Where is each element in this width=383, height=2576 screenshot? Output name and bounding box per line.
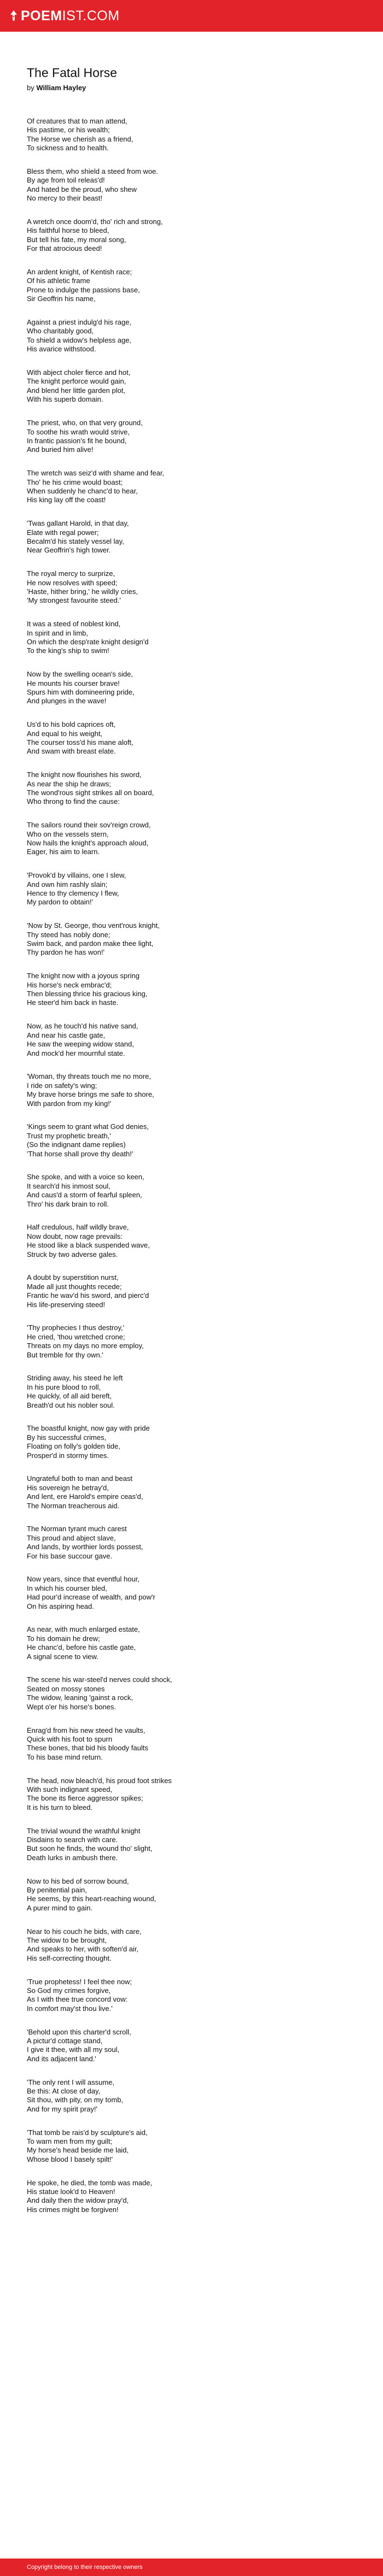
poem-line: He cried, 'thou wretched crone; [27, 1332, 125, 1341]
poem-line: And own him rashly slain; [27, 880, 108, 889]
stanza [27, 1072, 366, 1108]
poem-line: Near Geoffrin's high tower. [27, 546, 111, 555]
poem-line: The Norman tyrant much carest [27, 1525, 127, 1533]
stanza [27, 1022, 366, 1058]
poem-line: Now hails the knight's approach aloud, [27, 839, 149, 848]
poem-line: Seated on mossy stones [27, 1684, 105, 1693]
stanza [27, 670, 366, 706]
stanza [27, 620, 366, 656]
poem-line: My brave horse brings me safe to shore, [27, 1090, 154, 1099]
poem-line: As near, with much enlarged estate, [27, 1625, 140, 1634]
poem-line: It was a steed of noblest kind, [27, 620, 121, 628]
poem-line: I give it thee, with all my soul, [27, 2045, 120, 2054]
poem-line: The widow to be brought, [27, 1936, 107, 1944]
stanza [27, 268, 366, 304]
stanza [27, 1173, 366, 1209]
top-bar [0, 0, 383, 32]
poem-line: His sovereign he betray'd, [27, 1483, 109, 1492]
poem-line: To sickness and to health. [27, 144, 109, 152]
poem-line: And hated be the proud, who shew [27, 185, 137, 193]
poem-line: In frantic passion's fit he bound, [27, 436, 127, 445]
stanza [27, 821, 366, 857]
poem-line: The priest, who, on that very ground, [27, 419, 143, 427]
stanza [27, 1374, 366, 1410]
poem-line: Half credulous, half wildly brave, [27, 1223, 129, 1232]
poem-line: As I with thee true concord vow: [27, 1995, 128, 2004]
poem-line: And daily then the widow pray'd, [27, 2196, 129, 2205]
poem-line: Who charitably good, [27, 327, 94, 336]
poem-line: In comfort may'st thou live.' [27, 2004, 113, 2013]
poem-line: But tremble for thy own.' [27, 1350, 103, 1359]
poem-line: The sailors round their sov'reign crowd, [27, 821, 151, 830]
poem-line: 'Provok'd by villains, one I slew, [27, 871, 126, 880]
poem-line: Of his athletic frame [27, 277, 90, 285]
poem-line: The widow, leaning 'gainst a rock, [27, 1693, 133, 1702]
stanza [27, 921, 366, 957]
poem-line: A wretch once doom'd, tho' rich and strong, [27, 217, 163, 226]
poem-line: 'Thy prophecies I thus destroy,' [27, 1324, 125, 1332]
poem-line: Quick with his foot to spurn [27, 1734, 113, 1743]
poem-line: 'Haste, hither bring,' he wildly cries, [27, 587, 138, 596]
stanza [27, 1675, 366, 1712]
stanza [27, 2179, 366, 2215]
stanza [27, 1424, 366, 1460]
poem-line: Sit thou, with pity, on my tomb, [27, 2096, 124, 2104]
stanza [27, 1726, 366, 1762]
stanza [27, 318, 366, 354]
poem-line: Wept o'er his horse's bones. [27, 1702, 116, 1711]
poem-line: Sir Geoffrin his name, [27, 295, 96, 303]
poem-line: He chanc'd, before his castle gate, [27, 1643, 136, 1652]
poem-line: My pardon to obtain!' [27, 898, 93, 907]
poem-line: Hence to thy clemency I flew, [27, 889, 119, 898]
stanza [27, 2078, 366, 2114]
poem-line: These bones, that bid his bloody faults [27, 1744, 148, 1752]
poem-line: He spoke, he died, the tomb was made, [27, 2178, 153, 2187]
copyright-text: Copyright belong to their respective owners [27, 2564, 143, 2571]
poem-line: And blend her little garden plot, [27, 386, 125, 395]
poem-line: 'That horse shall prove thy death!' [27, 1149, 134, 1158]
poem-line: Frantic he wav'd his sword, and pierc'd [27, 1291, 149, 1300]
poem-line: Now years, since that eventful hour, [27, 1575, 140, 1584]
poem-line: His statue look'd to Heaven! [27, 2187, 115, 2196]
poem-line: Who on the vessels stern, [27, 830, 109, 838]
poem-line: Now doubt, now rage prevails: [27, 1232, 123, 1240]
poem-line: Breath'd out his nobler soul. [27, 1401, 115, 1409]
poem-line: The trivial wound the wrathful knight [27, 1826, 141, 1835]
poem-line: And plunges in the wave! [27, 697, 107, 705]
poem-line: By penitential pain, [27, 1885, 87, 1894]
stanza [27, 1978, 366, 2014]
stanza [27, 1474, 366, 1510]
poem-line: He stood like a black suspended wave, [27, 1241, 150, 1250]
poem-line: The courser toss'd his mane aloft, [27, 738, 134, 746]
poem-line: He mounts his courser brave! [27, 679, 120, 687]
poem-line: With his superb domain. [27, 395, 103, 404]
poem-line: But tell his fate, my moral song, [27, 235, 126, 244]
poem-line: His avarice withstood. [27, 345, 96, 354]
poem-line: The wond'rous sight strikes all on board, [27, 789, 154, 797]
poem-line: Prosper'd in stormy times. [27, 1451, 109, 1460]
poem-line: Struck by two adverse gales. [27, 1250, 118, 1258]
poem-line: 'That tomb be rais'd by sculpture's aid, [27, 2128, 148, 2137]
stanza [27, 1927, 366, 1963]
poem-line: Floating on folly's golden tide, [27, 1442, 120, 1451]
stanza [27, 1223, 366, 1259]
poem-line: Threats on my days no more employ, [27, 1342, 144, 1350]
poem-line: And near his castle gate, [27, 1031, 106, 1039]
poem-line: In which his courser bled, [27, 1584, 107, 1592]
poem-line: Ungrateful both to man and beast [27, 1474, 132, 1483]
poem-line: For his base succour gave. [27, 1551, 113, 1560]
poem-line: Made all just thoughts recede; [27, 1282, 122, 1291]
by-prefix: by [27, 84, 34, 92]
poem-line: 'True prophetess! I feel thee now; [27, 1977, 132, 1986]
poem-line: His pastime, or his wealth; [27, 126, 110, 134]
poem-line: Be this: At close of day, [27, 2087, 101, 2096]
poem-line: It is his turn to bleed. [27, 1803, 92, 1812]
stanza [27, 217, 366, 254]
poem-line: On his aspiring head. [27, 1602, 94, 1610]
stanza [27, 2028, 366, 2064]
stanza [27, 1525, 366, 1561]
poem-line: And buried him alive! [27, 445, 94, 454]
poem-line: In spirit and in limb, [27, 628, 88, 637]
stanza [27, 771, 366, 807]
poem-line: On which the desp'rate knight design'd [27, 637, 149, 646]
poem-line: The scene his war-steel'd nerves could shock, [27, 1675, 172, 1684]
author-link[interactable]: William Hayley [36, 84, 86, 92]
stanza [27, 519, 366, 555]
poem-line: The boastful knight, now gay with pride [27, 1424, 150, 1433]
poem-line: Who throng to find the cause: [27, 797, 120, 806]
poem-line: His life-preserving steed! [27, 1300, 106, 1309]
poem-line: Near to his couch he bids, with care, [27, 1927, 142, 1936]
poem-line: To warn men from my guilt; [27, 2137, 113, 2146]
poem-line: Had pour'd increase of wealth, and pow'r [27, 1593, 155, 1602]
stanza [27, 1122, 366, 1158]
poem-line: A pictur'd cottage stand, [27, 2037, 103, 2045]
site-name: POEMIST.COM [21, 8, 120, 23]
poem-line: Now to his bed of sorrow bound, [27, 1877, 129, 1885]
poem-line: The head, now bleach'd, his proud foot strikes [27, 1776, 172, 1785]
poem-line: In his pure blood to roll, [27, 1383, 101, 1391]
site-logo[interactable] [10, 8, 120, 24]
poem-line: He now resolves with speed; [27, 578, 118, 587]
poem-line: The Norman treacherous aid. [27, 1501, 120, 1510]
poem-line: 'Woman, thy threats touch me no more, [27, 1072, 151, 1081]
poem-line: Spurs him with domineering pride, [27, 687, 135, 696]
stanza [27, 1827, 366, 1863]
poem-title: The Fatal Horse [27, 66, 117, 80]
poem-line: A purer mind to gain. [27, 1903, 92, 1912]
stanza [27, 569, 366, 605]
poem-line: The bone its fierce aggressor spikes; [27, 1794, 143, 1803]
poem-line: Swim back, and pardon make thee light, [27, 939, 154, 948]
poem-line: And lands, by worthier lords possest, [27, 1543, 143, 1551]
poem-line: By age from toil releas'd! [27, 176, 105, 185]
poem-line: And caus'd a storm of fearful spleen, [27, 1191, 142, 1199]
poem-line: Trust my prophetic breath,' [27, 1131, 111, 1140]
poem-line: But soon he finds, the wound tho' slight, [27, 1844, 153, 1853]
stanza [27, 2128, 366, 2165]
stanza [27, 1324, 366, 1360]
stanza [27, 720, 366, 756]
poem-line: And mock'd her mournful state. [27, 1049, 125, 1057]
poem-line: An ardent knight, of Kentish race; [27, 268, 132, 277]
poem-line: When suddenly he chanc'd to hear, [27, 486, 138, 495]
poem-line: 'Behold upon this charter'd scroll, [27, 2027, 131, 2036]
poem-line: As near the ship he draws; [27, 779, 111, 788]
stanza [27, 1877, 366, 1913]
poem-line: Whose blood I basely spilt!' [27, 2155, 113, 2163]
poem-line: 'Now by St. George, thou vent'rous knight, [27, 921, 160, 930]
poem-line: It search'd his inmost soul, [27, 1181, 111, 1190]
stanza [27, 1777, 366, 1813]
pen-nib-icon [10, 10, 18, 21]
poem-line: And for my spirit pray!' [27, 2104, 97, 2113]
footer [0, 2559, 383, 2576]
poem-line: To his base mind return. [27, 1752, 103, 1761]
poem-line: And its adjacent land.' [27, 2054, 96, 2063]
poem-line: I ride on safety's wing; [27, 1081, 97, 1090]
poem-line: The Horse we cherish as a friend, [27, 134, 134, 143]
poem-line: She spoke, and with a voice so keen, [27, 1173, 144, 1181]
poem-line: And lent, ere Harold's empire ceas'd, [27, 1492, 143, 1501]
stanza [27, 1575, 366, 1611]
poem-line: Becalm'd his stately vessel lay, [27, 537, 124, 545]
stanza [27, 419, 366, 455]
poem-line: Prone to indulge the passions base, [27, 285, 140, 294]
poem-line: To shield a widow's helpless age, [27, 336, 132, 344]
poem-line: And equal to his weight, [27, 729, 103, 738]
poem-line: He seems, by this heart-reaching wound, [27, 1895, 156, 1903]
poem-line: To soothe his wrath would strive, [27, 427, 130, 436]
poem-line: So God my crimes forgive, [27, 1986, 111, 1995]
poem-line: With abject choler fierce and hot, [27, 368, 131, 377]
poem-line: 'My strongest favourite steed.' [27, 596, 121, 605]
poem-line: The wretch was seiz'd with shame and fear, [27, 469, 165, 478]
poem-line: And swam with breast elate. [27, 747, 116, 756]
poem-line: And speaks to her, with soften'd air, [27, 1945, 139, 1954]
stanza [27, 117, 366, 153]
poem-line: He quickly, of all aid bereft, [27, 1392, 112, 1401]
byline [27, 83, 366, 93]
poem-line: To his domain he drew; [27, 1634, 100, 1643]
poem-line: He saw the weeping widow stand, [27, 1040, 134, 1049]
poem-line: No mercy to their beast! [27, 194, 102, 203]
stanza [27, 469, 366, 505]
poem-line: Us'd to his bold caprices oft, [27, 720, 116, 729]
poem-line: Bless them, who shield a steed from woe. [27, 167, 158, 176]
poem-line: The knight now with a joyous spring [27, 972, 140, 980]
poem-line: Thro' his dark brain to roll. [27, 1199, 109, 1208]
poem-line: 'Twas gallant Harold, in that day, [27, 519, 129, 528]
poem-line: Tho' he his crime would boast; [27, 478, 123, 486]
poem-line: His horse's neck embrac'd; [27, 980, 112, 989]
poem-line: For that atrocious deed! [27, 244, 102, 253]
poem-line: Enrag'd from his new steed he vaults, [27, 1726, 146, 1734]
poem-line: The knight now flourishes his sword, [27, 771, 142, 779]
poem-line: To the king's ship to swim! [27, 646, 109, 655]
poem-line: He steer'd him back in haste. [27, 998, 119, 1007]
poem-line: Death lurks in ambush there. [27, 1853, 118, 1862]
poem-line: Then blessing thrice his gracious king, [27, 990, 148, 998]
poem-line: His crimes might be forgiven! [27, 2205, 119, 2214]
poem-line: A signal scene to view. [27, 1652, 98, 1661]
poem-line: Against a priest indulg'd his rage, [27, 318, 132, 327]
poem-line: 'The only rent I will assume, [27, 2078, 114, 2086]
poem-line: (So the indignant dame replies) [27, 1140, 126, 1149]
poem-line: Thy pardon he has won!' [27, 948, 105, 957]
poem-line: Now by the swelling ocean's side, [27, 670, 133, 679]
poem-line: His king lay off the coast! [27, 496, 106, 504]
poem-line: By his successful crimes, [27, 1433, 107, 1442]
poem-line: His self-correcting thought. [27, 1954, 112, 1962]
poem-line: Now, as he touch'd his native sand, [27, 1022, 138, 1031]
poem-line: Striding away, his steed he left [27, 1374, 123, 1383]
poem-line: His faithful horse to bleed, [27, 226, 109, 235]
stanza [27, 167, 366, 203]
poem-line: A doubt by superstition nurst, [27, 1273, 119, 1282]
poem-line: With pardon from my king!' [27, 1099, 112, 1108]
poem-line: Disdains to search with care. [27, 1835, 118, 1844]
poem-line: Eager, his aim to learn. [27, 848, 100, 856]
poem-line: The knight perforce would gain, [27, 377, 126, 386]
poem-line: Of creatures that to man attend, [27, 117, 127, 125]
stanza [27, 368, 366, 404]
stanza [27, 1625, 366, 1661]
stanza [27, 972, 366, 1008]
stanza [27, 871, 366, 907]
poem-line: The royal mercy to surprize, [27, 569, 115, 578]
poem-line: This proud and abject slave, [27, 1533, 116, 1542]
poem-line: Elate with regal power; [27, 528, 99, 537]
poem-content [27, 64, 366, 2229]
poem-line: With such indignant speed, [27, 1785, 113, 1793]
stanza [27, 1273, 366, 1309]
poem-line: My horse's head beside me laid, [27, 2146, 129, 2155]
poem-body [27, 117, 366, 2214]
poem-line: Thy steed has nobly done; [27, 930, 111, 939]
poem-line: 'Kings seem to grant what God denies, [27, 1122, 149, 1131]
